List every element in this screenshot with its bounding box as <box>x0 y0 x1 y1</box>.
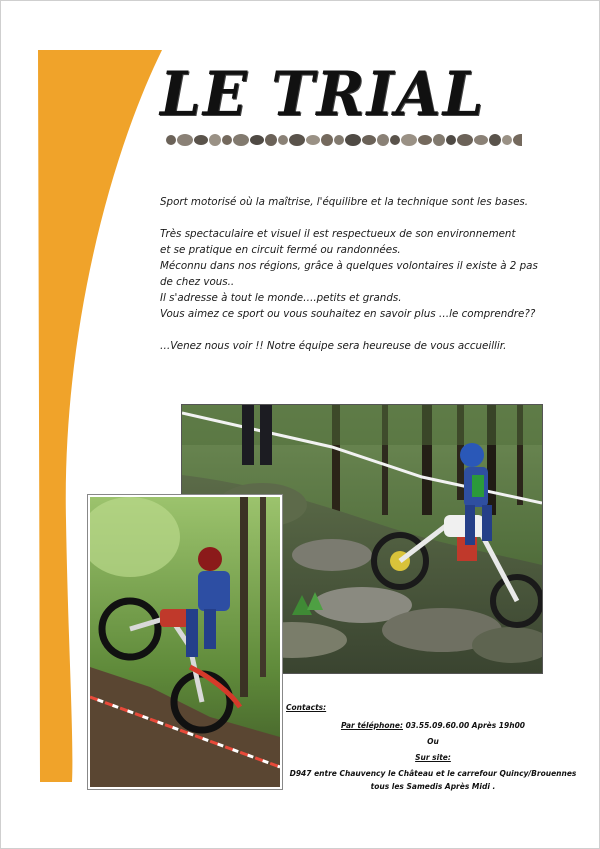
stone <box>233 134 249 146</box>
rider-climbing-photo <box>88 495 282 789</box>
stone <box>334 135 344 145</box>
stone <box>194 135 208 145</box>
intro-line: Méconnu dans nos régions, grâce à quelques volontaires il existe à 2 pas <box>160 260 538 272</box>
phone-line <box>283 718 583 734</box>
phone-value: 03.55.09.60.00 Après 19h00 <box>402 721 526 730</box>
intro-line: et se pratique en circuit fermé ou randonnées. <box>160 244 401 256</box>
stone <box>166 135 176 145</box>
stone <box>306 135 320 145</box>
stone <box>418 135 432 145</box>
page-title: LE TRIAL <box>160 58 486 130</box>
intro-line: …Venez nous voir !! Notre équipe sera heureuse de vous accueillir. <box>160 340 507 352</box>
site-label: Sur site: <box>415 753 451 762</box>
stone <box>321 134 333 146</box>
or-label: Ou <box>427 737 439 746</box>
intro-line: de chez vous.. <box>160 276 235 288</box>
stone <box>401 134 417 146</box>
stone <box>362 135 376 145</box>
stone <box>250 135 264 145</box>
stone <box>345 134 361 146</box>
intro-line: Il s'adresse à tout le monde….petits et grands. <box>160 292 402 304</box>
stone <box>489 134 501 146</box>
stone <box>289 134 305 146</box>
stone <box>209 134 221 146</box>
stone <box>177 134 193 146</box>
stone <box>502 135 512 145</box>
stone <box>446 135 456 145</box>
stone <box>222 135 232 145</box>
stone <box>377 134 389 146</box>
stone <box>390 135 400 145</box>
stone <box>278 135 288 145</box>
intro-line: Très spectaculaire et visuel il est respectueux de son environnement <box>160 228 516 240</box>
stone-divider <box>160 130 522 152</box>
address-line: D947 entre Chauvency le Château et le carrefour Quincy/Brouennes <box>289 769 577 778</box>
intro-line: Vous aimez ce sport ou vous souhaitez en savoir plus …le comprendre?? <box>160 308 536 320</box>
stone <box>265 134 277 146</box>
stone <box>474 135 488 145</box>
stone <box>433 134 445 146</box>
intro-line: Sport motorisé où la maîtrise, l'équilibre et la technique sont les bases. <box>160 196 529 208</box>
schedule-line: tous les Samedis Après Midi . <box>370 782 496 791</box>
contacts-block <box>283 700 583 791</box>
stone <box>457 134 473 146</box>
phone-label: Par téléphone: <box>340 721 403 730</box>
contacts-heading: Contacts: <box>286 703 327 712</box>
intro-text <box>160 194 580 354</box>
stone <box>513 134 522 146</box>
